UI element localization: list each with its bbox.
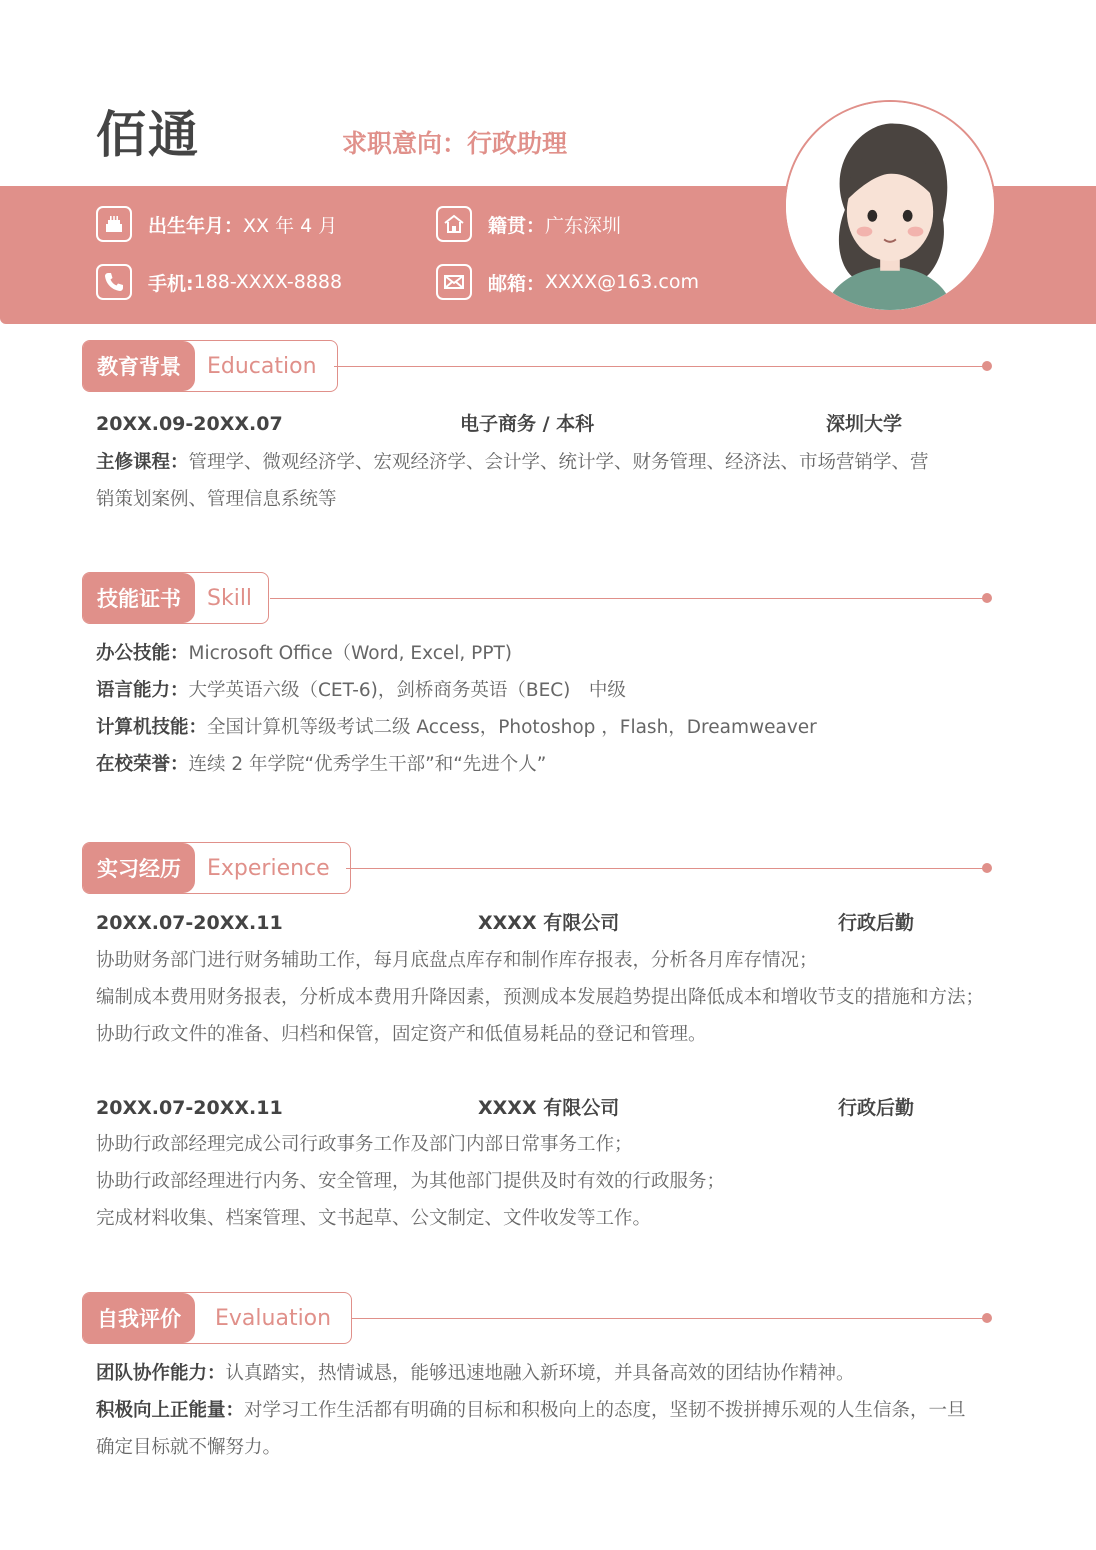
job-duty: 协助行政部经理进行内务、安全管理，为其他部门提供及时有效的行政服务； <box>96 1171 726 1192</box>
job-role: 行政后勤 <box>838 1097 915 1119</box>
job-period: 20XX.07-20XX.11 <box>96 1097 283 1119</box>
education-title-cn: 教育背景 <box>83 341 195 391</box>
job-company: XXXX 有限公司 <box>478 912 620 934</box>
education-courses-line1 <box>96 444 929 481</box>
mail-icon <box>436 264 472 300</box>
job-role: 行政后勤 <box>838 912 915 934</box>
evaluation-divider-dot <box>982 1313 992 1323</box>
experience-section-header <box>82 842 351 894</box>
skill-value: Microsoft Office（Word, Excel, PPT) <box>188 643 512 664</box>
skill-label: 办公技能： <box>96 643 189 664</box>
job-company: XXXX 有限公司 <box>478 1097 620 1119</box>
skill-label: 语言能力： <box>96 680 189 701</box>
skill-value: 全国计算机等级考试二级 Access，Photoshop ，Flash，Dreamweaver <box>207 717 817 738</box>
experience-divider <box>346 868 986 869</box>
positive-label: 积极向上正能量： <box>96 1400 245 1421</box>
skill-item <box>96 709 817 746</box>
courses-label: 主修课程： <box>96 452 189 473</box>
job-duty: 完成材料收集、档案管理、文书起草、公文制定、文件收发等工作。 <box>96 1208 652 1229</box>
skill-item <box>96 672 626 709</box>
education-divider <box>334 366 986 367</box>
job-intent: 求职意向：行政助理 <box>342 129 568 158</box>
experience-tag <box>82 842 351 894</box>
education-tag <box>82 340 338 392</box>
skill-section-header <box>82 572 269 624</box>
phone-value: 188-XXXX-8888 <box>193 271 343 293</box>
job-duty: 编制成本费用财务报表，分析成本费用升降因素，预测成本发展趋势提出降低成本和增收节支的措施和方法； <box>96 987 985 1008</box>
team-value: 认真踏实，热情诚恳，能够迅速地融入新环境，并具备高效的团结协作精神。 <box>225 1363 855 1384</box>
email-value: XXXX@163.com <box>545 271 699 293</box>
origin-label: 籍贯： <box>488 214 546 237</box>
skill-divider-dot <box>982 593 992 603</box>
evaluation-positive-line2: 确定目标就不懈努力。 <box>96 1437 282 1458</box>
phone-icon <box>96 264 132 300</box>
evaluation-divider <box>352 1318 986 1319</box>
cake-icon <box>96 206 132 242</box>
birth-info <box>96 204 337 244</box>
experience-title-en: Experience <box>207 855 330 881</box>
job-duty: 协助财务部门进行财务辅助工作，每月底盘点库存和制作库存报表，分析各月库存情况； <box>96 950 818 971</box>
origin-info <box>436 204 621 244</box>
education-section-header <box>82 340 338 392</box>
phone-info <box>96 262 342 302</box>
evaluation-title-cn: 自我评价 <box>83 1293 195 1343</box>
email-label: 邮箱： <box>488 272 546 295</box>
team-label: 团队协作能力： <box>96 1363 226 1384</box>
origin-value: 广东深圳 <box>545 214 622 237</box>
skill-divider <box>270 598 986 599</box>
positive-text-1: 对学习工作生活都有明确的目标和积极向上的态度，坚韧不拨拼搏乐观的人生信条，一旦 <box>244 1400 966 1421</box>
experience-divider-dot <box>982 863 992 873</box>
evaluation-positive-line1 <box>96 1392 966 1429</box>
evaluation-tag <box>82 1292 352 1344</box>
evaluation-section-header <box>82 1292 352 1344</box>
courses-text-1: 管理学、微观经济学、宏观经济学、会计学、统计学、财务管理、经济法、市场营销学、营 <box>188 452 929 473</box>
skill-label: 在校荣誉： <box>96 754 189 775</box>
experience-title-cn: 实习经历 <box>83 843 195 893</box>
education-major: 电子商务 / 本科 <box>460 413 595 435</box>
home-icon <box>436 206 472 242</box>
skill-item <box>96 746 546 783</box>
education-title-en: Education <box>207 353 317 379</box>
job-duty: 协助行政文件的准备、归档和保管，固定资产和低值易耗品的登记和管理。 <box>96 1024 707 1045</box>
job-duty: 协助行政部经理完成公司行政事务工作及部门内部日常事务工作； <box>96 1134 633 1155</box>
phone-label: 手机: <box>148 272 194 295</box>
skill-value: 大学英语六级（CET-6)，剑桥商务英语（BEC) 中级 <box>188 680 626 701</box>
skill-title-cn: 技能证书 <box>83 573 195 623</box>
education-period: 20XX.09-20XX.07 <box>96 413 283 435</box>
skill-value: 连续 2 年学院“优秀学生干部”和“先进个人” <box>188 754 547 775</box>
candidate-name: 佰通 <box>96 106 200 164</box>
skill-tag <box>82 572 269 624</box>
job-period: 20XX.07-20XX.11 <box>96 912 283 934</box>
skill-title-en: Skill <box>207 585 253 611</box>
evaluation-team <box>96 1355 855 1392</box>
email-info <box>436 262 699 302</box>
education-school: 深圳大学 <box>826 413 903 435</box>
evaluation-title-en: Evaluation <box>215 1305 332 1331</box>
birth-label: 出生年月： <box>148 214 244 237</box>
avatar-illustration <box>786 102 994 310</box>
avatar <box>784 100 996 312</box>
skill-label: 计算机技能： <box>96 717 208 738</box>
education-divider-dot <box>982 361 992 371</box>
birth-value: XX 年 4 月 <box>243 214 338 237</box>
skill-item <box>96 635 512 672</box>
education-courses-line2: 销策划案例、管理信息系统等 <box>96 489 337 510</box>
